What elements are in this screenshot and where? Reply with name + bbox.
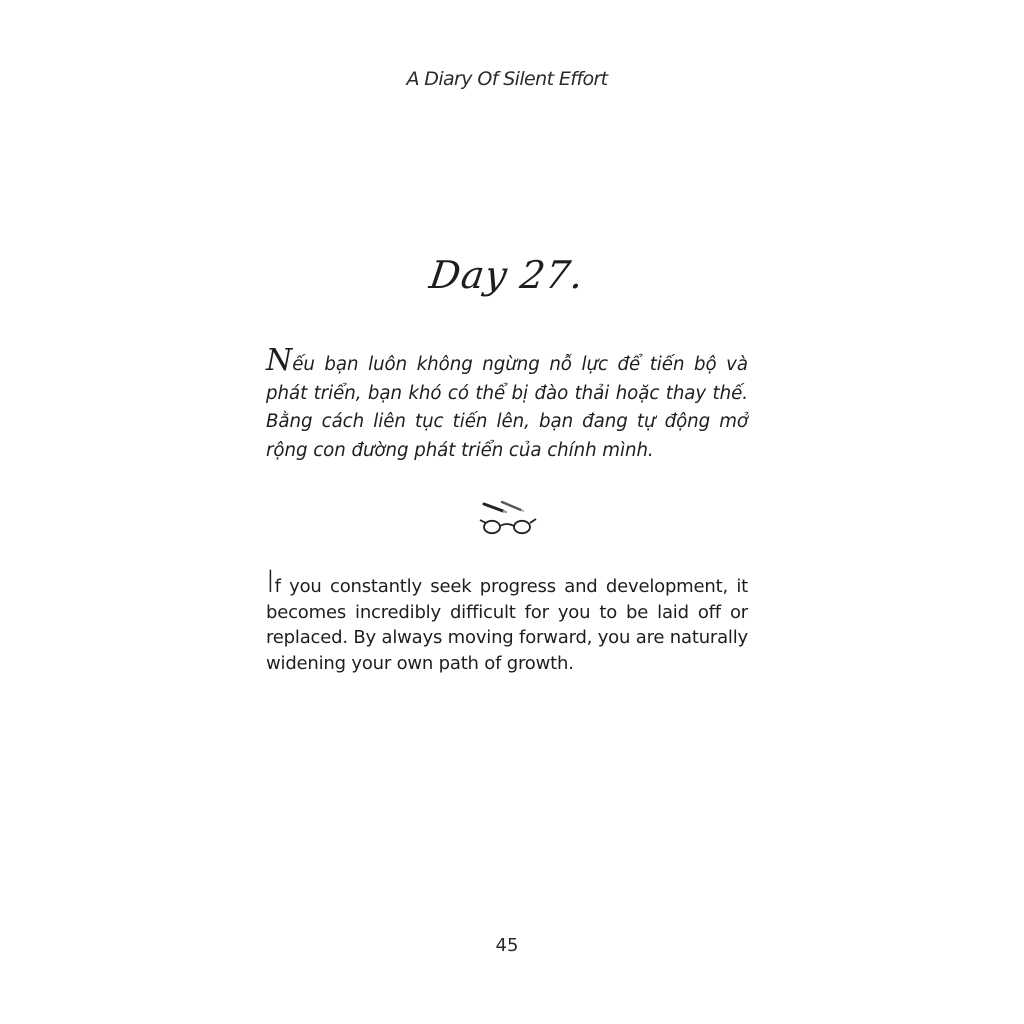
vietnamese-paragraph — [266, 343, 748, 465]
english-drop-letter: I — [266, 565, 275, 600]
vietnamese-text: ếu bạn luôn không ngừng nỗ lực để tiến bộ và phát triển, bạn khó có thể bị đào thải hoặc thay thế. Bằng cách liên tục tiến lên, bạn đang tự động mở rộng con đường phát triển của chính mình. — [266, 354, 748, 461]
glasses-and-pencils-icon — [476, 498, 538, 540]
book-title-header: A Diary Of Silent Effort — [406, 68, 608, 90]
day-heading: Day 27. — [426, 253, 588, 298]
page-number: 45 — [495, 935, 519, 956]
english-text: f you constantly seek progress and development, it becomes incredibly difficult for you to be laid off or replaced. By always moving forward, you are naturally widening your own path of growth. — [266, 576, 748, 674]
vietnamese-drop-letter: N — [266, 343, 293, 378]
english-paragraph — [266, 565, 748, 676]
